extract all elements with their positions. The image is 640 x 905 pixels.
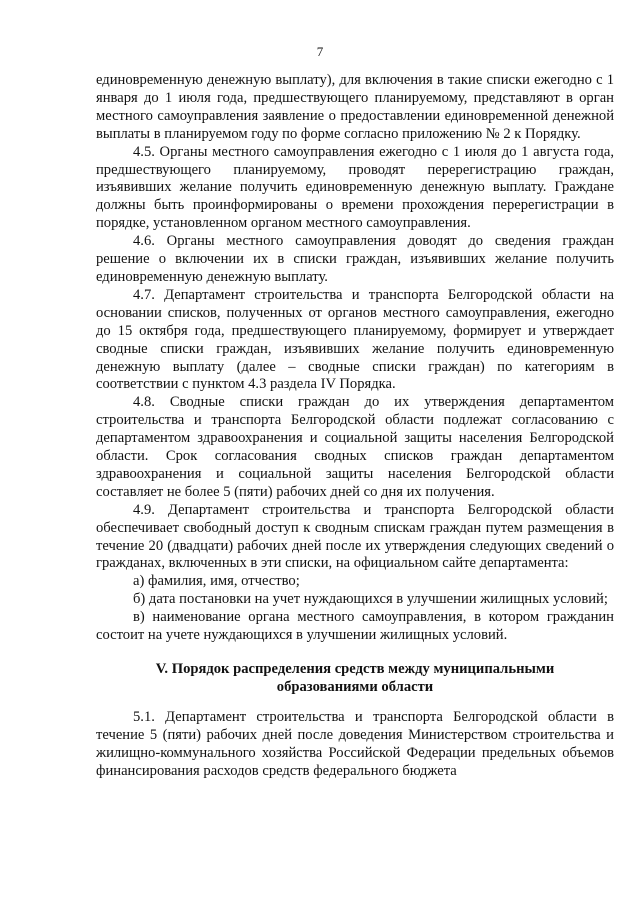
page-number: 7 <box>316 44 324 59</box>
list-item-v: в) наименование органа местного самоуправления, в котором гражданин состоит на учете нуждающихся в улучшении жилищных условий. <box>96 609 614 644</box>
paragraph-4-8: 4.8. Сводные списки граждан до их утверждения департаментом строительства и транспорта Белгородской области подлежат согласованию с департаментом здравоохранения и социальной защиты населения Белгородской области. Срок согласования сводных списков граждан департаментом здравоохранения и социальной защиты населения Белгородской области составляет не более 5 (пяти) рабочих дней со дня их получения. <box>96 394 614 500</box>
section-heading <box>96 661 614 697</box>
paragraph-continuation: единовременную денежную выплату), для включения в такие списки ежегодно с 1 января до 1 июля года, предшествующего планируемому, представляют в орган местного самоуправления заявление о предоставлении единовременной денежной выплаты в планируемом году по форме согласно приложению № 2 к Порядку. <box>96 72 614 142</box>
list-item-a: а) фамилия, имя, отчество; <box>133 573 300 590</box>
section-heading-line-2: образованиями области <box>276 678 434 695</box>
paragraph-4-6: 4.6. Органы местного самоуправления доводят до сведения граждан решение о включении их в списки граждан, изъявивших желание получить единовременную денежную выплату. <box>96 233 614 285</box>
paragraph-4-7: 4.7. Департамент строительства и транспорта Белгородской области на основании списков, полученных от органов местного самоуправления, ежегодно до 15 октября года, предшествующего планируемому, формирует и утверждает сводные списки граждан, изъявивших желание получить единовременную денежную выплату (далее – сводные списки граждан) по категориям в соответствии с пунктом 4.3 раздела IV Порядка. <box>96 286 614 393</box>
paragraph-4-9: 4.9. Департамент строительства и транспорта Белгородской области обеспечивает свободный доступ к сводным спискам граждан путем размещения в течение 20 (двадцати) рабочих дней после их утверждения следующих сведений о гражданах, включенных в эти списки, на официальном сайте департамента: <box>96 501 614 572</box>
paragraph-5-1: 5.1. Департамент строительства и транспорта Белгородской области в течение 5 (пяти) рабочих дней после доведения Министерством строительства и жилищно-коммунального хозяйства Российской Федерации предельных объемов финансирования расходов средств федерального бюджета <box>96 708 614 779</box>
list-item-b: б) дата постановки на учет нуждающихся в улучшении жилищных условий; <box>133 591 608 608</box>
document-body <box>96 72 614 780</box>
section-heading-line-1: V. Порядок распределения средств между муниципальными <box>155 661 555 677</box>
paragraph-4-5: 4.5. Органы местного самоуправления ежегодно с 1 июля до 1 августа года, предшествующего планируемому, проводят перерегистрацию граждан, изъявивших желание получить единовременную денежную выплату. Граждане должны быть проинформированы о времени прохождения перерегистрации в порядке, установленном органом местного самоуправления. <box>96 143 614 232</box>
